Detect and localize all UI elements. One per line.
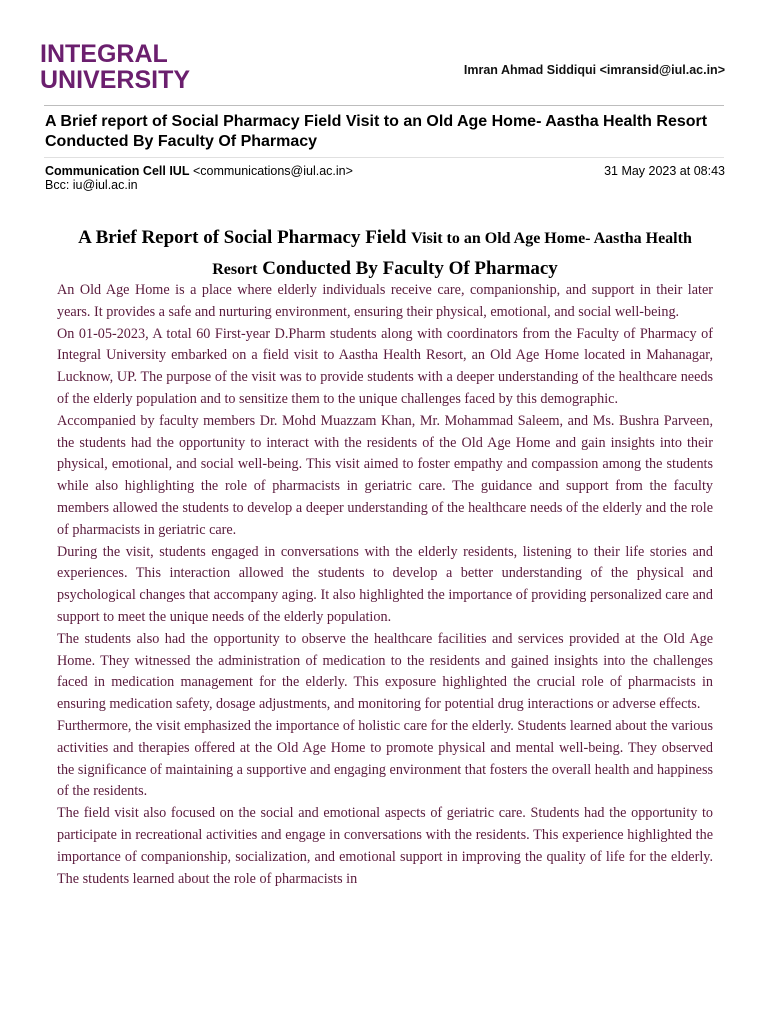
paragraph: Furthermore, the visit emphasized the importance of holistic care for the elderly. Students learned about the various activities and therapies offered at the Old Age Home to promote physical and mental well-being. They observed the significance of maintaining a supportive and engaging environment that fosters the overall health and happiness of the residents.: [57, 717, 713, 800]
email-sender: [45, 164, 353, 178]
sender-name: Communication Cell IUL: [45, 164, 190, 178]
sender-address: <communications@iul.ac.in>: [192, 164, 353, 178]
header-divider: [44, 105, 724, 106]
integral-university-logo: [40, 41, 200, 93]
email-date: 31 May 2023 at 08:43: [604, 164, 725, 178]
account-name: Imran Ahmad Siddiqui <imransid@iul.ac.in>: [463, 63, 725, 77]
subject-divider: [44, 157, 724, 158]
paragraph: The students also had the opportunity to observe the healthcare facilities and services provided at the Old Age Home. They witnessed the administration of medication to the residents and gained insights into the challenges faced in medication management for the elderly. This exposure highlighted the crucial role of pharmacists in ensuring medication safety, dosage adjustments, and monitoring for potential drug interactions or adverse effects.: [57, 630, 713, 713]
paragraph: During the visit, students engaged in conversations with the elderly residents, listening to their life stories and experiences. This interaction allowed the students to develop a better understanding of the physical and psychological changes that accompany aging. It also highlighted the importance of providing personalized care and support to meet the unique needs of the elderly population.: [57, 543, 713, 625]
paragraph: An Old Age Home is a place where elderly individuals receive care, companionship, and support in their later years. It provides a safe and nurturing environment, ensuring their physical, emotional, and social well-being.: [57, 282, 713, 320]
paragraph: Accompanied by faculty members Dr. Mohd Muazzam Khan, Mr. Mohammad Saleem, and Ms. Bushra Parveen, the students had the opportunity to interact with the residents of the Old Age Home and gain insights into their physical, emotional, and social well-being. This visit aimed to foster empathy and compassion among the students while also highlighting the role of pharmacists in geriatric care. The guidance and support from the faculty members allowed the students to develop a deeper understanding of the healthcare needs of the elderly and the role of pharmacists in geriatric care.: [57, 412, 713, 538]
title-part-1: A Brief Report of Social Pharmacy Field: [78, 227, 412, 248]
document-body: [57, 280, 713, 890]
logo-line-2: UNIVERSITY: [40, 66, 191, 94]
paragraph: On 01-05-2023, A total 60 First-year D.Pharm students along with coordinators from the Faculty of Pharmacy of Integral University embarked on a field visit to Aastha Health Resort, an Old Age Home located in Mahanagar, Lucknow, UP. The purpose of the visit was to provide students with a deeper understanding of the healthcare needs of the elderly population and to sensitize them to the unique challenges faced by this demographic.: [57, 325, 713, 407]
title-part-3: Conducted By Faculty Of Pharmacy: [257, 258, 558, 279]
email-bcc: Bcc: iu@iul.ac.in: [45, 178, 138, 192]
email-subject: A Brief report of Social Pharmacy Field Visit to an Old Age Home- Aastha Health Resort Conducted By Faculty Of Pharmacy: [45, 113, 708, 150]
title-part-2: Visit to an Old Age Home- Aastha Health Resort: [212, 230, 692, 278]
document-title: [56, 223, 714, 285]
logo-line-1: INTEGRAL: [40, 40, 168, 68]
paragraph: The field visit also focused on the social and emotional aspects of geriatric care. Students had the opportunity to participate in recreational activities and engage in conversations with the residents. This experience highlighted the importance of companionship, socialization, and emotional support in improving the quality of life for the elderly. The students learned about the role of pharmacists in: [57, 805, 713, 887]
